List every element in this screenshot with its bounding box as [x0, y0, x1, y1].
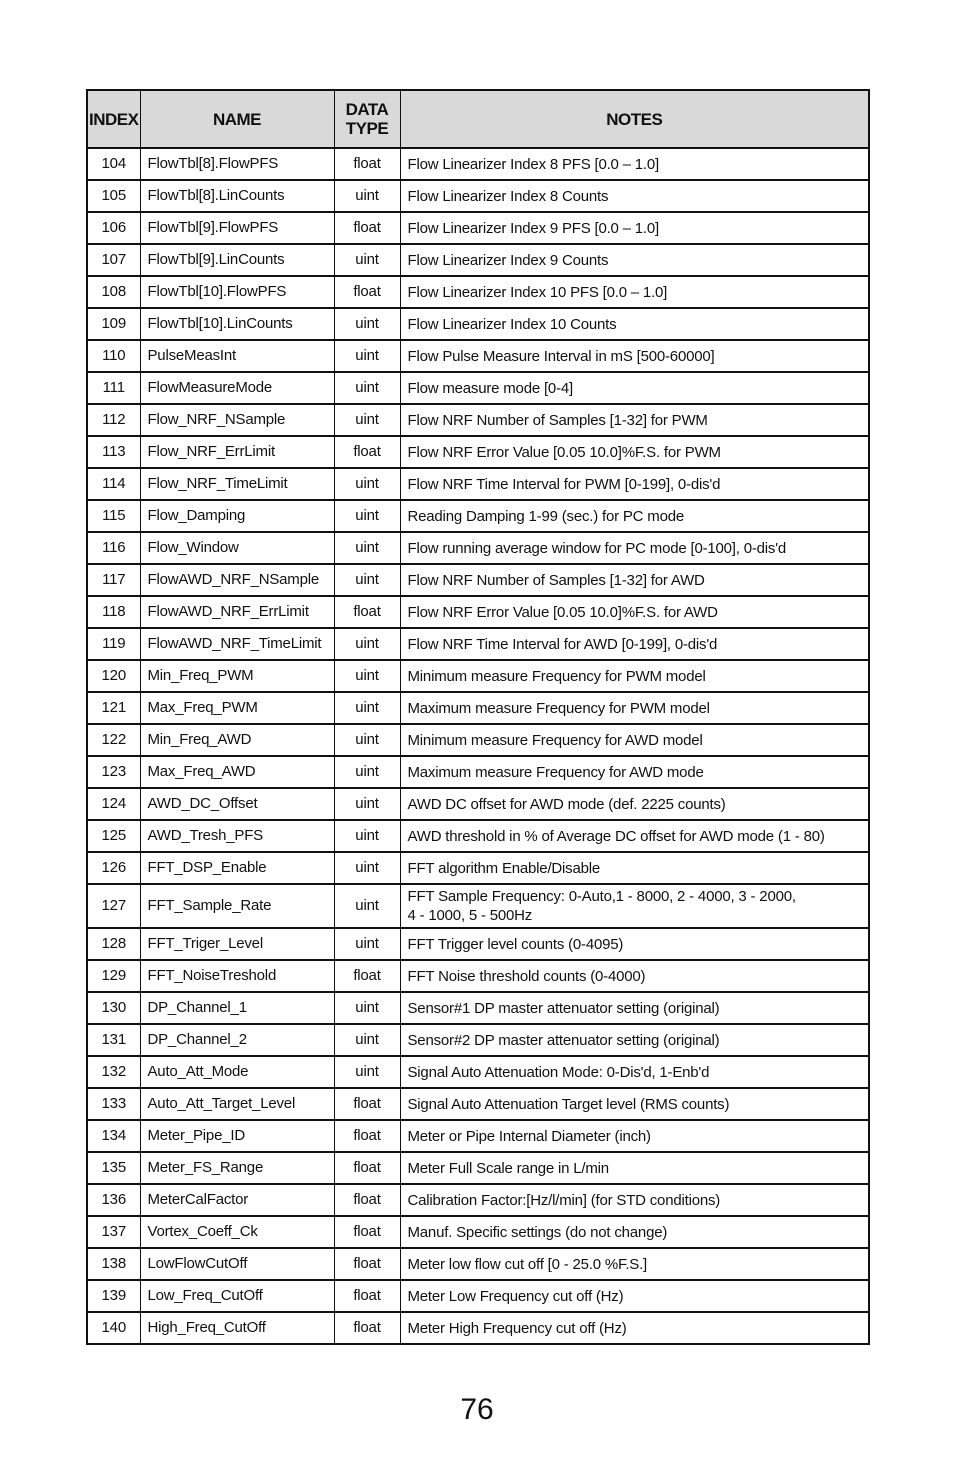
- cell-index: 120: [87, 660, 140, 692]
- cell-data-type: float: [334, 1312, 400, 1344]
- cell-notes: Flow Linearizer Index 10 PFS [0.0 – 1.0]: [400, 276, 869, 308]
- cell-name: DP_Channel_1: [140, 992, 334, 1024]
- cell-index: 116: [87, 532, 140, 564]
- cell-notes: Meter or Pipe Internal Diameter (inch): [400, 1120, 869, 1152]
- table-row: [87, 724, 869, 756]
- table-row: [87, 884, 869, 928]
- cell-notes: Flow measure mode [0-4]: [400, 372, 869, 404]
- header-index: INDEX: [87, 90, 140, 148]
- cell-index: 127: [87, 884, 140, 928]
- cell-name: Meter_Pipe_ID: [140, 1120, 334, 1152]
- table-row: [87, 372, 869, 404]
- cell-notes: FFT Sample Frequency: 0-Auto,1 - 8000, 2 - 4000, 3 - 2000, 4 - 1000, 5 - 500Hz: [400, 884, 869, 928]
- table-row: [87, 692, 869, 724]
- cell-index: 104: [87, 148, 140, 180]
- table-row: [87, 1056, 869, 1088]
- cell-data-type: uint: [334, 1024, 400, 1056]
- cell-index: 109: [87, 308, 140, 340]
- cell-data-type: uint: [334, 372, 400, 404]
- cell-data-type: uint: [334, 628, 400, 660]
- table-row: [87, 1248, 869, 1280]
- table-row: [87, 628, 869, 660]
- cell-index: 111: [87, 372, 140, 404]
- table-row: [87, 1216, 869, 1248]
- cell-notes: Flow NRF Number of Samples [1-32] for PWM: [400, 404, 869, 436]
- header-data-type: [334, 90, 400, 148]
- register-table: [86, 89, 870, 1345]
- cell-notes: Manuf. Specific settings (do not change): [400, 1216, 869, 1248]
- cell-index: 118: [87, 596, 140, 628]
- table-header: [87, 90, 869, 148]
- cell-index: 113: [87, 436, 140, 468]
- cell-name: FlowTbl[9].LinCounts: [140, 244, 334, 276]
- cell-name: MeterCalFactor: [140, 1184, 334, 1216]
- cell-name: FlowTbl[8].LinCounts: [140, 180, 334, 212]
- cell-notes: Flow Linearizer Index 8 PFS [0.0 – 1.0]: [400, 148, 869, 180]
- cell-name: FlowTbl[10].LinCounts: [140, 308, 334, 340]
- cell-index: 114: [87, 468, 140, 500]
- cell-notes: Minimum measure Frequency for PWM model: [400, 660, 869, 692]
- cell-notes: Flow Linearizer Index 10 Counts: [400, 308, 869, 340]
- header-data-type-line1: DATA: [345, 100, 389, 119]
- table-row: [87, 960, 869, 992]
- cell-index: 119: [87, 628, 140, 660]
- cell-data-type: float: [334, 1216, 400, 1248]
- cell-data-type: float: [334, 1248, 400, 1280]
- cell-name: Low_Freq_CutOff: [140, 1280, 334, 1312]
- cell-name: FFT_NoiseTreshold: [140, 960, 334, 992]
- cell-notes: Flow NRF Time Interval for PWM [0-199], 0-dis'd: [400, 468, 869, 500]
- cell-notes: Flow Linearizer Index 9 Counts: [400, 244, 869, 276]
- cell-name: FlowAWD_NRF_NSample: [140, 564, 334, 596]
- cell-name: FlowTbl[9].FlowPFS: [140, 212, 334, 244]
- header-row: [87, 90, 869, 148]
- cell-data-type: uint: [334, 564, 400, 596]
- table-row: [87, 404, 869, 436]
- table-row: [87, 180, 869, 212]
- cell-name: FFT_Sample_Rate: [140, 884, 334, 928]
- cell-notes: FFT Trigger level counts (0-4095): [400, 928, 869, 960]
- cell-name: DP_Channel_2: [140, 1024, 334, 1056]
- cell-notes: Sensor#2 DP master attenuator setting (original): [400, 1024, 869, 1056]
- table-row: [87, 660, 869, 692]
- cell-notes: Meter low flow cut off [0 - 25.0 %F.S.]: [400, 1248, 869, 1280]
- cell-notes: Flow NRF Error Value [0.05 10.0]%F.S. for AWD: [400, 596, 869, 628]
- cell-notes: Flow Pulse Measure Interval in mS [500-60000]: [400, 340, 869, 372]
- cell-data-type: float: [334, 1152, 400, 1184]
- cell-data-type: uint: [334, 532, 400, 564]
- cell-index: 132: [87, 1056, 140, 1088]
- cell-notes: Flow NRF Number of Samples [1-32] for AWD: [400, 564, 869, 596]
- cell-name: High_Freq_CutOff: [140, 1312, 334, 1344]
- cell-data-type: float: [334, 212, 400, 244]
- cell-index: 129: [87, 960, 140, 992]
- cell-index: 112: [87, 404, 140, 436]
- cell-data-type: uint: [334, 992, 400, 1024]
- cell-data-type: float: [334, 1184, 400, 1216]
- cell-index: 108: [87, 276, 140, 308]
- cell-data-type: uint: [334, 180, 400, 212]
- table-row: [87, 532, 869, 564]
- cell-data-type: uint: [334, 756, 400, 788]
- cell-name: Max_Freq_PWM: [140, 692, 334, 724]
- table-body: [87, 148, 869, 1344]
- cell-index: 124: [87, 788, 140, 820]
- table-row: [87, 1120, 869, 1152]
- table-row: [87, 1312, 869, 1344]
- cell-name: FlowMeasureMode: [140, 372, 334, 404]
- cell-notes: FFT algorithm Enable/Disable: [400, 852, 869, 884]
- cell-data-type: float: [334, 436, 400, 468]
- cell-name: Flow_NRF_ErrLimit: [140, 436, 334, 468]
- cell-index: 110: [87, 340, 140, 372]
- table-row: [87, 756, 869, 788]
- cell-name: FlowAWD_NRF_TimeLimit: [140, 628, 334, 660]
- cell-name: LowFlowCutOff: [140, 1248, 334, 1280]
- cell-notes: AWD DC offset for AWD mode (def. 2225 counts): [400, 788, 869, 820]
- cell-index: 140: [87, 1312, 140, 1344]
- cell-notes: Flow running average window for PC mode [0-100], 0-dis'd: [400, 532, 869, 564]
- cell-notes: Meter Low Frequency cut off (Hz): [400, 1280, 869, 1312]
- cell-notes: Minimum measure Frequency for AWD model: [400, 724, 869, 756]
- cell-data-type: uint: [334, 308, 400, 340]
- cell-name: Auto_Att_Mode: [140, 1056, 334, 1088]
- table-row: [87, 308, 869, 340]
- table-row: [87, 1152, 869, 1184]
- table-row: [87, 500, 869, 532]
- cell-name: Auto_Att_Target_Level: [140, 1088, 334, 1120]
- cell-index: 131: [87, 1024, 140, 1056]
- cell-data-type: uint: [334, 852, 400, 884]
- cell-index: 105: [87, 180, 140, 212]
- table-row: [87, 1280, 869, 1312]
- cell-notes: Maximum measure Frequency for PWM model: [400, 692, 869, 724]
- table-row: [87, 820, 869, 852]
- cell-data-type: float: [334, 1280, 400, 1312]
- cell-index: 115: [87, 500, 140, 532]
- cell-data-type: float: [334, 1120, 400, 1152]
- cell-data-type: float: [334, 148, 400, 180]
- cell-data-type: uint: [334, 660, 400, 692]
- table-row: [87, 788, 869, 820]
- table-row: [87, 1184, 869, 1216]
- cell-name: Min_Freq_PWM: [140, 660, 334, 692]
- cell-data-type: uint: [334, 468, 400, 500]
- cell-notes: FFT Noise threshold counts (0-4000): [400, 960, 869, 992]
- cell-index: 107: [87, 244, 140, 276]
- cell-index: 136: [87, 1184, 140, 1216]
- cell-index: 121: [87, 692, 140, 724]
- cell-name: Meter_FS_Range: [140, 1152, 334, 1184]
- table-row: [87, 436, 869, 468]
- cell-data-type: float: [334, 1088, 400, 1120]
- table-row: [87, 244, 869, 276]
- cell-name: FlowAWD_NRF_ErrLimit: [140, 596, 334, 628]
- cell-name: Flow_NRF_NSample: [140, 404, 334, 436]
- table-row: [87, 212, 869, 244]
- cell-notes: Signal Auto Attenuation Mode: 0-Dis'd, 1-Enb'd: [400, 1056, 869, 1088]
- cell-name: AWD_Tresh_PFS: [140, 820, 334, 852]
- table-row: [87, 148, 869, 180]
- cell-index: 130: [87, 992, 140, 1024]
- cell-index: 139: [87, 1280, 140, 1312]
- table-row: [87, 928, 869, 960]
- header-data-type-line2: TYPE: [345, 119, 389, 138]
- table-row: [87, 1024, 869, 1056]
- cell-notes: Flow Linearizer Index 8 Counts: [400, 180, 869, 212]
- cell-notes: Reading Damping 1-99 (sec.) for PC mode: [400, 500, 869, 532]
- cell-index: 133: [87, 1088, 140, 1120]
- cell-name: Flow_NRF_TimeLimit: [140, 468, 334, 500]
- cell-index: 135: [87, 1152, 140, 1184]
- cell-index: 128: [87, 928, 140, 960]
- cell-data-type: uint: [334, 404, 400, 436]
- cell-data-type: uint: [334, 820, 400, 852]
- cell-notes: Flow NRF Time Interval for AWD [0-199], 0-dis'd: [400, 628, 869, 660]
- table-row: [87, 564, 869, 596]
- cell-notes: Maximum measure Frequency for AWD mode: [400, 756, 869, 788]
- cell-name: Min_Freq_AWD: [140, 724, 334, 756]
- cell-data-type: uint: [334, 340, 400, 372]
- cell-name: Vortex_Coeff_Ck: [140, 1216, 334, 1248]
- cell-notes: Signal Auto Attenuation Target level (RMS counts): [400, 1088, 869, 1120]
- cell-data-type: uint: [334, 884, 400, 928]
- cell-name: FFT_DSP_Enable: [140, 852, 334, 884]
- table-row: [87, 340, 869, 372]
- cell-data-type: uint: [334, 692, 400, 724]
- cell-data-type: uint: [334, 244, 400, 276]
- cell-notes: Calibration Factor:[Hz/l/min] (for STD conditions): [400, 1184, 869, 1216]
- cell-data-type: float: [334, 960, 400, 992]
- table-row: [87, 992, 869, 1024]
- cell-name: FFT_Triger_Level: [140, 928, 334, 960]
- cell-index: 137: [87, 1216, 140, 1248]
- cell-notes: Flow Linearizer Index 9 PFS [0.0 – 1.0]: [400, 212, 869, 244]
- table-row: [87, 596, 869, 628]
- cell-data-type: uint: [334, 788, 400, 820]
- table-row: [87, 468, 869, 500]
- cell-data-type: uint: [334, 500, 400, 532]
- cell-data-type: uint: [334, 724, 400, 756]
- cell-index: 117: [87, 564, 140, 596]
- cell-index: 126: [87, 852, 140, 884]
- cell-name: Flow_Window: [140, 532, 334, 564]
- cell-notes: Sensor#1 DP master attenuator setting (original): [400, 992, 869, 1024]
- cell-name: Max_Freq_AWD: [140, 756, 334, 788]
- cell-name: Flow_Damping: [140, 500, 334, 532]
- cell-index: 134: [87, 1120, 140, 1152]
- table-row: [87, 1088, 869, 1120]
- cell-name: FlowTbl[10].FlowPFS: [140, 276, 334, 308]
- cell-name: AWD_DC_Offset: [140, 788, 334, 820]
- cell-data-type: float: [334, 596, 400, 628]
- cell-data-type: uint: [334, 928, 400, 960]
- header-name: NAME: [140, 90, 334, 148]
- cell-notes: AWD threshold in % of Average DC offset for AWD mode (1 - 80): [400, 820, 869, 852]
- table-row: [87, 852, 869, 884]
- cell-index: 106: [87, 212, 140, 244]
- cell-index: 125: [87, 820, 140, 852]
- cell-index: 123: [87, 756, 140, 788]
- table-row: [87, 276, 869, 308]
- page-number: 76: [460, 1393, 494, 1426]
- header-notes: NOTES: [400, 90, 869, 148]
- cell-name: FlowTbl[8].FlowPFS: [140, 148, 334, 180]
- cell-index: 122: [87, 724, 140, 756]
- cell-data-type: float: [334, 276, 400, 308]
- cell-data-type: uint: [334, 1056, 400, 1088]
- cell-notes: Flow NRF Error Value [0.05 10.0]%F.S. for PWM: [400, 436, 869, 468]
- cell-notes: Meter High Frequency cut off (Hz): [400, 1312, 869, 1344]
- cell-notes: Meter Full Scale range in L/min: [400, 1152, 869, 1184]
- cell-name: PulseMeasInt: [140, 340, 334, 372]
- cell-index: 138: [87, 1248, 140, 1280]
